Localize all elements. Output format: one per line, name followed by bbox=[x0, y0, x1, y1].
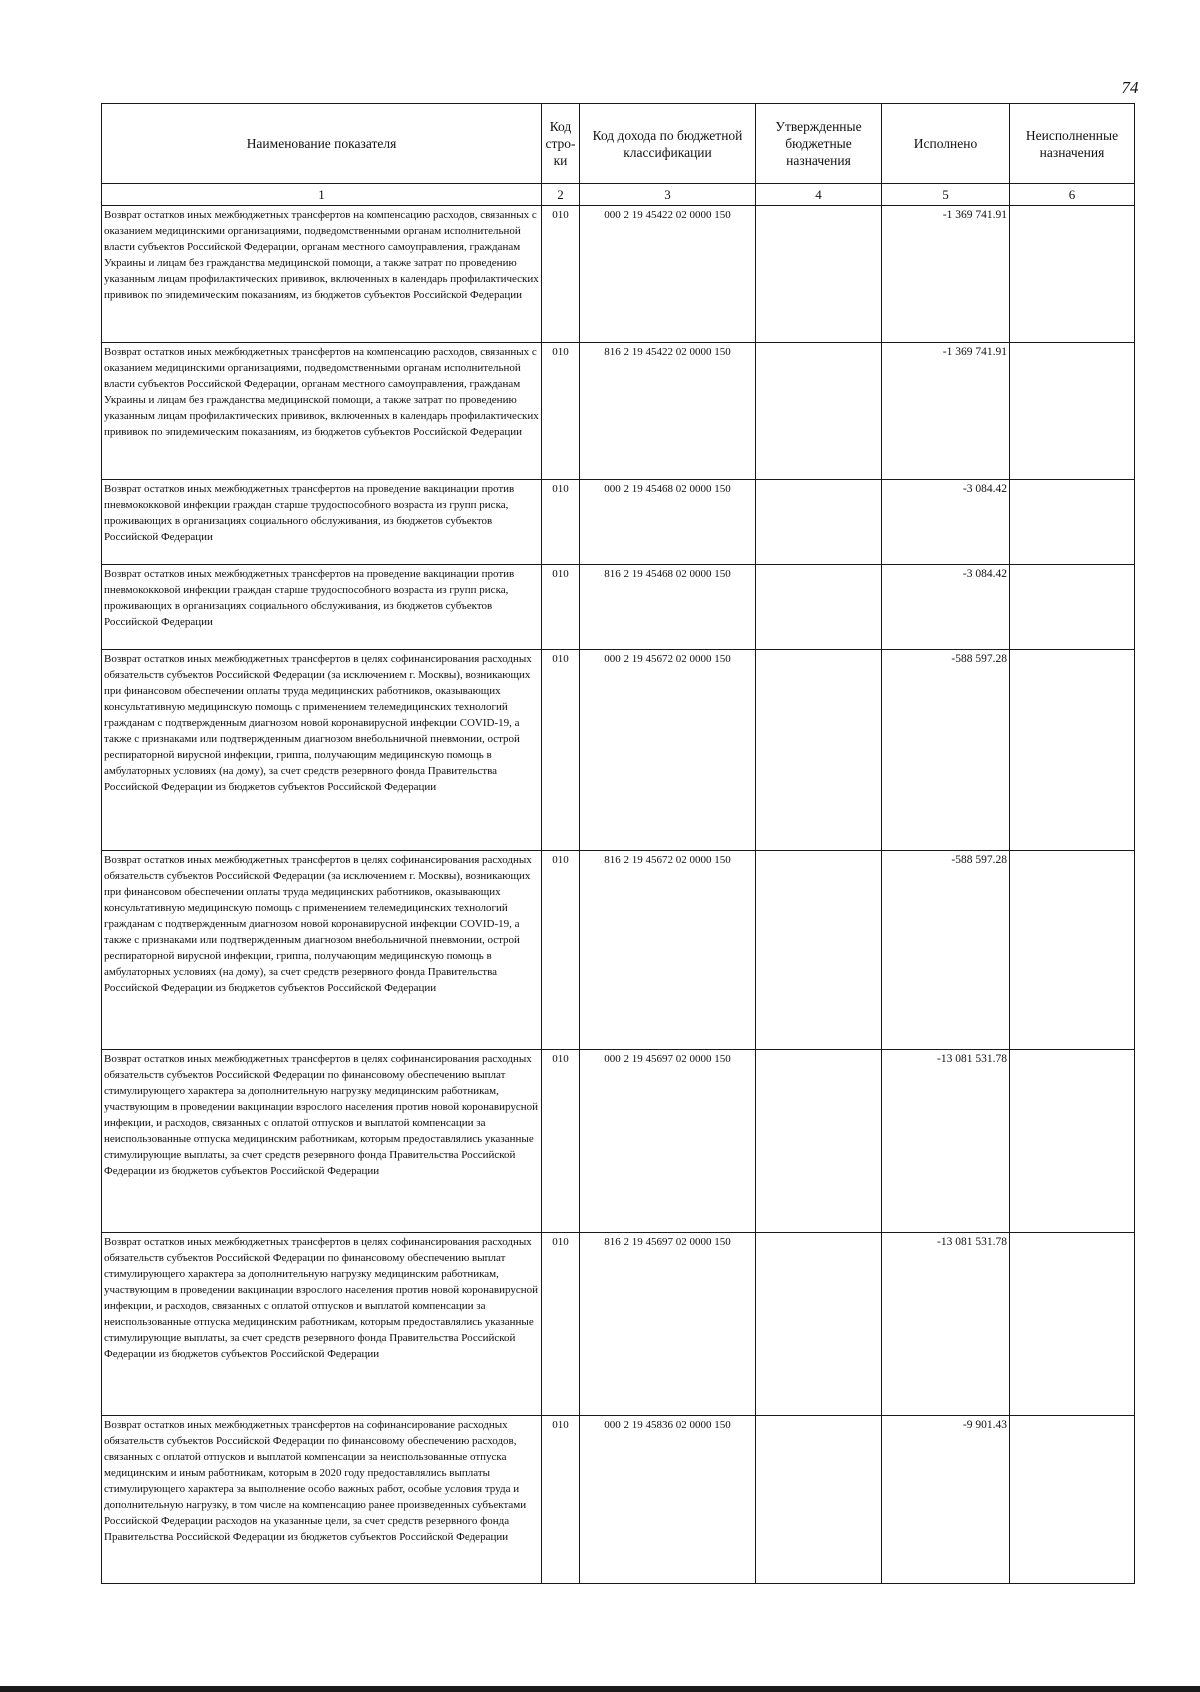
row-income-code: 000 2 19 45836 02 0000 150 bbox=[580, 1416, 756, 1584]
row-name: Возврат остатков иных межбюджетных трансфертов на проведение вакцинации против пневмококковой инфекции граждан старше трудоспособного возраста из групп риска, проживающих в организациях социального обслуживания, из бюджетов субъектов Российской Федерации bbox=[102, 480, 542, 565]
row-name: Возврат остатков иных межбюджетных трансфертов на софинансирование расходных обязательств субъектов Российской Федерации по финансовому обеспечению расходов, связанных с оплатой отпусков и выплатой компенсации за неиспользованные отпуска медицинским и иным работникам, которым в 2020 году предоставлялись выплаты стимулирующего характера за выполнение особо важных работ, особые условия труда и дополнительную нагрузку, в том числе на компенсацию ранее произведенных субъектами Российской Федерации расходов на указанные цели, за счет средств резервного фонда Правительства Российской Федерации из бюджетов субъектов Российской Федерации bbox=[102, 1416, 542, 1584]
row-name: Возврат остатков иных межбюджетных трансфертов в целях софинансирования расходных обязательств субъектов Российской Федерации (за исключением г. Москвы), возникающих при финансовом обеспечении оплаты труда медицинских работников, оказывающих консультативную медицинскую помощь с применением телемедицинских технологий гражданам с подтвержденным диагнозом новой коронавирусной инфекции COVID-19, а также с признаками или подтвержденным диагнозом внебольничной пневмонии, острой респираторной вирусной инфекции, гриппа, получающим медицинскую помощь в амбулаторных условиях (на дому), за счет средств резервного фонда Правительства Российской Федерации из бюджетов субъектов Российской Федерации bbox=[102, 851, 542, 1050]
row-line-code: 010 bbox=[542, 1233, 580, 1416]
row-approved bbox=[756, 1050, 882, 1233]
row-approved bbox=[756, 565, 882, 650]
row-approved bbox=[756, 206, 882, 343]
header-line-code: Код стро-ки bbox=[542, 104, 580, 184]
row-approved bbox=[756, 343, 882, 480]
row-executed: -1 369 741.91 bbox=[882, 206, 1010, 343]
table-row bbox=[102, 1050, 1135, 1233]
row-income-code: 816 2 19 45468 02 0000 150 bbox=[580, 565, 756, 650]
header-name: Наименование показателя bbox=[102, 104, 542, 184]
column-number: 6 bbox=[1010, 184, 1135, 206]
row-approved bbox=[756, 851, 882, 1050]
row-income-code: 816 2 19 45422 02 0000 150 bbox=[580, 343, 756, 480]
budget-report-table bbox=[101, 103, 1135, 1584]
table-row bbox=[102, 650, 1135, 851]
header-executed: Исполнено bbox=[882, 104, 1010, 184]
row-executed: -588 597.28 bbox=[882, 851, 1010, 1050]
row-name: Возврат остатков иных межбюджетных трансфертов на компенсацию расходов, связанных с оказанием медицинскими организациями, подведомственными органам исполнительной власти субъектов Российской Федерации, органам местного самоуправления, гражданам Украины и лицам без гражданства медицинской помощи, а также затрат по проведению указанным лицам профилактических прививок, включенных в календарь профилактических прививок по эпидемическим показаниям, из бюджетов субъектов Российской Федерации bbox=[102, 206, 542, 343]
row-line-code: 010 bbox=[542, 1050, 580, 1233]
row-line-code: 010 bbox=[542, 343, 580, 480]
table-header-row bbox=[102, 104, 1135, 184]
scan-edge-bar bbox=[0, 1686, 1200, 1692]
row-unexecuted bbox=[1010, 851, 1135, 1050]
row-unexecuted bbox=[1010, 343, 1135, 480]
row-name: Возврат остатков иных межбюджетных трансфертов в целях софинансирования расходных обязательств субъектов Российской Федерации по финансовому обеспечению выплат стимулирующего характера за дополнительную нагрузку медицинским работникам, участвующим в проведении вакцинации взрослого населения против новой коронавирусной инфекции, и расходов, связанных с оплатой отпусков и выплатой компенсации за неиспользованные отпуска медицинским работникам, которым предоставлялись указанные стимулирующие выплаты, за счет средств резервного фонда Правительства Российской Федерации из бюджетов субъектов Российской Федерации bbox=[102, 1050, 542, 1233]
row-executed: -588 597.28 bbox=[882, 650, 1010, 851]
header-income-code: Код дохода по бюджетной классификации bbox=[580, 104, 756, 184]
row-executed: -13 081 531.78 bbox=[882, 1050, 1010, 1233]
row-approved bbox=[756, 1233, 882, 1416]
table-row bbox=[102, 1416, 1135, 1584]
row-unexecuted bbox=[1010, 1233, 1135, 1416]
row-executed: -9 901.43 bbox=[882, 1416, 1010, 1584]
row-executed: -13 081 531.78 bbox=[882, 1233, 1010, 1416]
column-number: 3 bbox=[580, 184, 756, 206]
row-executed: -3 084.42 bbox=[882, 480, 1010, 565]
row-approved bbox=[756, 480, 882, 565]
row-unexecuted bbox=[1010, 480, 1135, 565]
row-income-code: 000 2 19 45468 02 0000 150 bbox=[580, 480, 756, 565]
row-name: Возврат остатков иных межбюджетных трансфертов в целях софинансирования расходных обязательств субъектов Российской Федерации по финансовому обеспечению выплат стимулирующего характера за дополнительную нагрузку медицинским работникам, участвующим в проведении вакцинации взрослого населения против новой коронавирусной инфекции, и расходов, связанных с оплатой отпусков и выплатой компенсации за неиспользованные отпуска медицинским работникам, которым предоставлялись указанные стимулирующие выплаты, за счет средств резервного фонда Правительства Российской Федерации из бюджетов субъектов Российской Федерации bbox=[102, 1233, 542, 1416]
row-name: Возврат остатков иных межбюджетных трансфертов на проведение вакцинации против пневмококковой инфекции граждан старше трудоспособного возраста из групп риска, проживающих в организациях социального обслуживания, из бюджетов субъектов Российской Федерации bbox=[102, 565, 542, 650]
column-number: 1 bbox=[102, 184, 542, 206]
row-line-code: 010 bbox=[542, 650, 580, 851]
row-income-code: 816 2 19 45697 02 0000 150 bbox=[580, 1233, 756, 1416]
column-number: 4 bbox=[756, 184, 882, 206]
row-name: Возврат остатков иных межбюджетных трансфертов на компенсацию расходов, связанных с оказанием медицинскими организациями, подведомственными органам исполнительной власти субъектов Российской Федерации, органам местного самоуправления, гражданам Украины и лицам без гражданства медицинской помощи, а также затрат по проведению указанным лицам профилактических прививок, включенных в календарь профилактических прививок по эпидемическим показаниям, из бюджетов субъектов Российской Федерации bbox=[102, 343, 542, 480]
row-executed: -1 369 741.91 bbox=[882, 343, 1010, 480]
row-income-code: 000 2 19 45697 02 0000 150 bbox=[580, 1050, 756, 1233]
column-number: 5 bbox=[882, 184, 1010, 206]
row-line-code: 010 bbox=[542, 565, 580, 650]
row-unexecuted bbox=[1010, 1050, 1135, 1233]
row-approved bbox=[756, 650, 882, 851]
page-number: 74 bbox=[1121, 78, 1139, 97]
row-unexecuted bbox=[1010, 565, 1135, 650]
table-row bbox=[102, 343, 1135, 480]
table-row bbox=[102, 851, 1135, 1050]
column-number: 2 bbox=[542, 184, 580, 206]
row-unexecuted bbox=[1010, 1416, 1135, 1584]
column-number-row bbox=[102, 184, 1135, 206]
table-row bbox=[102, 480, 1135, 565]
table-row bbox=[102, 206, 1135, 343]
header-approved: Утвержденные бюджетные назначения bbox=[756, 104, 882, 184]
row-approved bbox=[756, 1416, 882, 1584]
row-name: Возврат остатков иных межбюджетных трансфертов в целях софинансирования расходных обязательств субъектов Российской Федерации (за исключением г. Москвы), возникающих при финансовом обеспечении оплаты труда медицинских работников, оказывающих консультативную медицинскую помощь с применением телемедицинских технологий гражданам с подтвержденным диагнозом новой коронавирусной инфекции COVID-19, а также с признаками или подтвержденным диагнозом внебольничной пневмонии, острой респираторной вирусной инфекции, гриппа, получающим медицинскую помощь в амбулаторных условиях (на дому), за счет средств резервного фонда Правительства Российской Федерации из бюджетов субъектов Российской Федерации bbox=[102, 650, 542, 851]
row-income-code: 000 2 19 45422 02 0000 150 bbox=[580, 206, 756, 343]
row-line-code: 010 bbox=[542, 480, 580, 565]
row-line-code: 010 bbox=[542, 206, 580, 343]
table-row bbox=[102, 565, 1135, 650]
row-unexecuted bbox=[1010, 650, 1135, 851]
row-line-code: 010 bbox=[542, 851, 580, 1050]
row-executed: -3 084.42 bbox=[882, 565, 1010, 650]
row-income-code: 000 2 19 45672 02 0000 150 bbox=[580, 650, 756, 851]
table-row bbox=[102, 1233, 1135, 1416]
row-income-code: 816 2 19 45672 02 0000 150 bbox=[580, 851, 756, 1050]
header-unexecuted: Неисполненные назначения bbox=[1010, 104, 1135, 184]
row-line-code: 010 bbox=[542, 1416, 580, 1584]
row-unexecuted bbox=[1010, 206, 1135, 343]
